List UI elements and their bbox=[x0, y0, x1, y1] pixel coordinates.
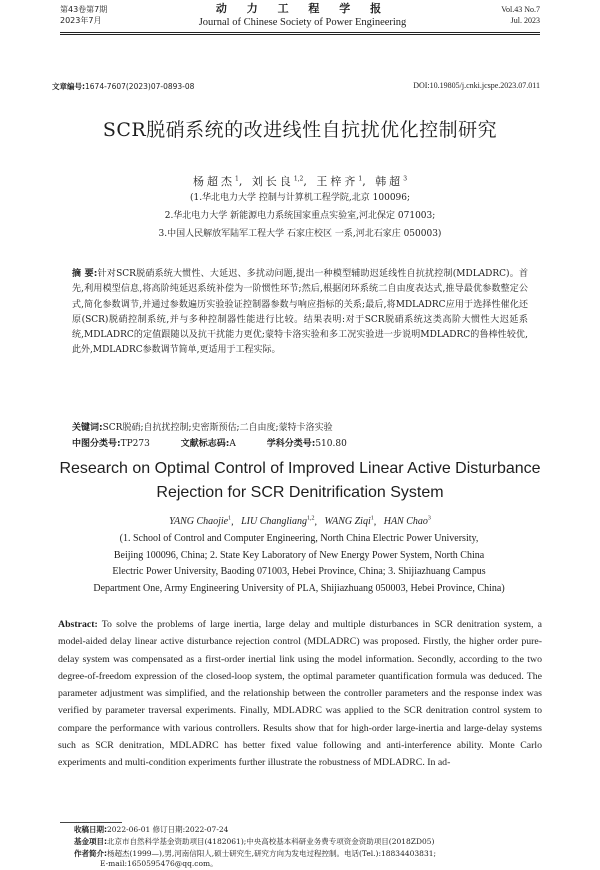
doc-code-value: A bbox=[229, 439, 236, 449]
keywords-cn-label: 关键词: bbox=[72, 423, 103, 433]
affiliation-en-line: Beijing 100096, China; 2. State Key Laboratory of New Energy Power System, North China bbox=[113, 549, 485, 561]
affiliation-cn-2: 2.华北电力大学 新能源电力系统国家重点实验室,河北保定 071003; bbox=[164, 211, 436, 221]
footnote-rule bbox=[60, 822, 122, 823]
author-cn: 杨超杰$^1$ bbox=[192, 175, 239, 188]
affiliation-cn-1: (1.华北电力大学 控制与计算机工程学院,北京 100096; bbox=[189, 193, 411, 203]
article-number-label: 文章编号: bbox=[52, 82, 85, 91]
header-rule-top bbox=[60, 32, 540, 33]
volume-cn: 第43卷第7期 bbox=[60, 5, 108, 14]
author-en: LIU Changliang$^{1,2}$ bbox=[241, 516, 315, 528]
author-cn: 王梓齐$^1$ bbox=[316, 175, 363, 188]
author-en: HAN Chao$^3$ bbox=[383, 516, 431, 528]
date-en: Jul. 2023 bbox=[510, 16, 540, 25]
date-cn: 2023年7月 bbox=[60, 16, 102, 25]
abstract-en bbox=[58, 616, 542, 772]
authors-en: YANG Chaojie$^1$, LIU Changliang$^{1,2}$, WANG Ziqi$^1$, HAN Chao$^3$ bbox=[169, 516, 431, 528]
article-number-value: 1674-7607(2023)07-0893-08 bbox=[85, 82, 195, 91]
footnote-author-bio: 作者简介:杨超杰(1999—),男,河南信阳人,硕士研究生,研究方向为发电过程控制。电话(Tel.):18834403831; bbox=[74, 849, 437, 858]
keywords-cn-text: SCR脱硝;自抗扰控制;史密斯预估;二自由度;蒙特卡洛实验 bbox=[102, 423, 333, 433]
keywords-cn bbox=[72, 421, 528, 435]
volume-en: Vol.43 No.7 bbox=[501, 5, 540, 14]
journal-header-center bbox=[180, 2, 425, 29]
affiliation-en-line: (1. School of Control and Computer Engineering, North China Electric Power University, bbox=[119, 533, 479, 544]
authors-cn: 杨超杰$^1$, 刘长良$^{1,2}$, 王梓齐$^1$, 韩超$^3$ bbox=[192, 175, 408, 188]
title-en-line: Rejection for SCR Denitrification System bbox=[156, 484, 444, 501]
title-en bbox=[40, 457, 560, 505]
affiliation-en-line: Department One, Army Engineering University of PLA, Shijiazhuang 050003, Hebei Province, China) bbox=[93, 582, 505, 594]
abstract-en-label: Abstract: bbox=[58, 619, 98, 630]
doc-code-label: 文献标志码: bbox=[180, 439, 230, 449]
subject-value: 510.80 bbox=[315, 439, 347, 449]
affiliations-en bbox=[74, 531, 524, 597]
author-cn: 韩超$^3$ bbox=[375, 175, 408, 188]
footnote-funding: 基金项目:北京市自然科学基金资助项目(4182061);中央高校基本科研业务费专项资金资助项目(2018ZD05) bbox=[74, 837, 435, 846]
clc-label: 中图分类号: bbox=[72, 439, 121, 449]
article-number bbox=[52, 81, 194, 92]
abstract-cn-label: 摘 要: bbox=[72, 269, 98, 279]
header-rule-bottom bbox=[60, 34, 540, 35]
subject-label: 学科分类号: bbox=[266, 439, 316, 449]
abstract-en-text: To solve the problems of large inertia, large delay and multiple disturbances in SCR denitration system, a model-aided delay linear active disturbance rejection control (MDLADRC) was proposed. Firstly, the higher order pure-delay system was compensated as a first-order inertial link using the model information. Secondly, according to the two degree-of-freedom expression of the closed-loop system, the optimal parameter quantification formula was deduced. The parameter adjustment was simplified, and the relationship between the controller parameters and the response index was verified by parameter traversal experiments. Finally, MDLADRC was applied to the SCR denitration control system to compare the performance with various controllers. Results show that for high-order large-inertia and large-delay systems such as SCR denitration, MDLADRC has better fixed value following and anti-interference ability. Monte Carlo experiments and multi-condition experiments further illustrate the robustness of MDLADRC. In ad- bbox=[58, 619, 542, 769]
journal-header-left bbox=[60, 4, 180, 26]
clc-value: TP273 bbox=[120, 439, 150, 449]
classification-cn bbox=[72, 437, 528, 451]
title-en-line: Research on Optimal Control of Improved Linear Active Disturbance bbox=[59, 460, 541, 477]
affiliation-en-line: Electric Power University, Baoding 071003, Hebei Province, China; 3. Shijiazhuang Campus bbox=[112, 566, 486, 577]
journal-name-en: Journal of Chinese Society of Power Engineering bbox=[198, 17, 407, 28]
title-cn: SCR脱硝系统的改进线性自抗扰优化控制研究 bbox=[102, 119, 498, 141]
abstract-cn bbox=[72, 267, 528, 359]
abstract-cn-text: 针对SCR脱硝系统大惯性、大延迟、多扰动问题,提出一种模型辅助迟延线性自抗扰控制(MDLADRC)。首先,利用模型信息,将高阶纯延迟系统补偿为一阶惯性环节;然后,根据闭环系统二自由度表达式,推导最优参数整定公式,简化参数调节,并通过参数遍历实验验证控制器参数与响应指标的关系;最后,将MDLADRC应用于选择性催化还原(SCR)脱硝控制系统,并与多种控制器性能进行比较。结果表明:对于SCR脱硝系统这类高阶大惯性大迟延系统,MDLADRC的定值跟随以及抗干扰能力更优;蒙特卡洛实验和多工况实验进一步说明MDLADRC的鲁棒性较优,此外,MDLADRC参数调节简单,更适用于工程实际。 bbox=[72, 269, 529, 356]
author-en: YANG Chaojie$^1$ bbox=[169, 516, 232, 528]
footnote-email: E-mail:1650595476@qq.com。 bbox=[100, 859, 218, 868]
doi: DOI:10.19805/j.cnki.jcspe.2023.07.011 bbox=[413, 81, 540, 90]
journal-header-right bbox=[440, 4, 540, 26]
author-cn: 刘长良$^{1,2}$ bbox=[251, 175, 304, 188]
footnote-received: 收稿日期:2022-06-01 修订日期:2022-07-24 bbox=[74, 825, 229, 834]
affiliation-cn-3: 3.中国人民解放军陆军工程大学 石家庄校区 一系,河北石家庄 050003) bbox=[158, 229, 442, 239]
author-en: WANG Ziqi$^1$ bbox=[324, 516, 374, 528]
journal-name-cn: 动 力 工 程 学 报 bbox=[215, 2, 390, 15]
